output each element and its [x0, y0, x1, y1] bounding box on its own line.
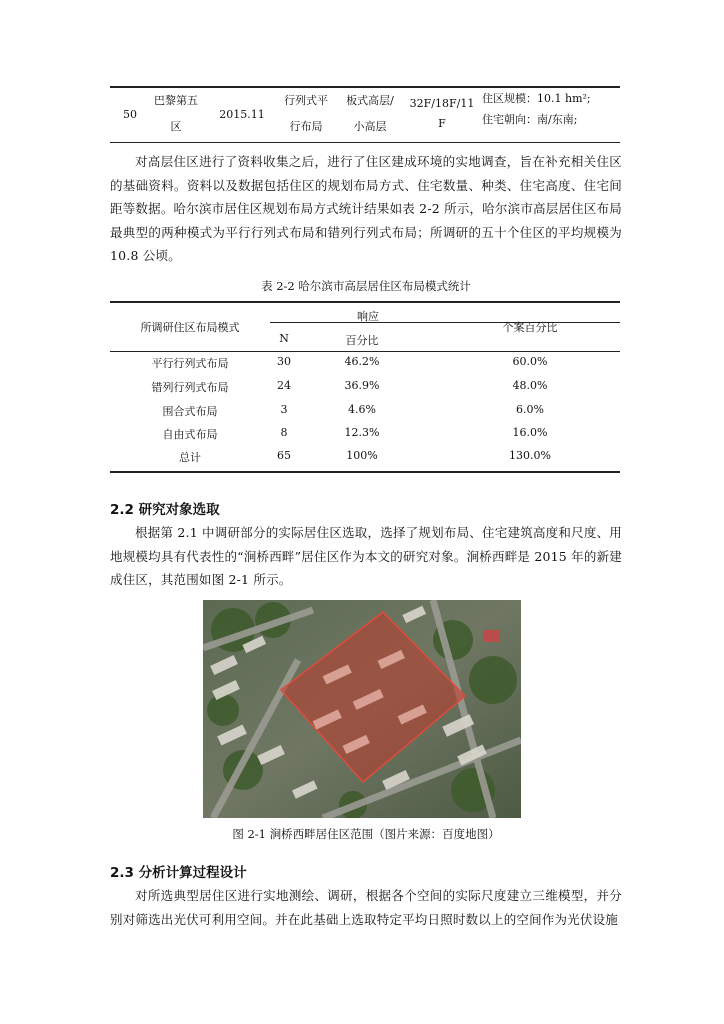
cell-percent: 46.2%: [344, 355, 380, 368]
layout-line2: 行布局: [289, 120, 323, 133]
floors-line1: 32F/18F/11: [409, 97, 475, 110]
header-rule: [110, 351, 620, 352]
cell-mode: 总计: [179, 451, 201, 464]
header-percent: 百分比: [345, 334, 379, 347]
cell-n: 30: [277, 355, 291, 368]
cell-percent: 100%: [346, 449, 378, 462]
cell-n: 3: [280, 403, 288, 416]
cell-mode: 平行行列式布局: [151, 357, 229, 370]
row-number: 50: [123, 108, 137, 121]
header-case-percent: 个案百分比: [502, 321, 558, 334]
layout-line1: 行列式平: [284, 94, 328, 107]
name-line2: 区: [170, 120, 182, 133]
body-paragraph-3: 对所选典型居住区进行实地测绘、调研，根据各个空间的实际尺度建立三维模型，并分别对筛选出光伏可利用空间。并在此基础上选取特定平均日照时数以上的空间作为光伏设施: [110, 888, 622, 927]
cell-mode: 错列行列式布局: [151, 381, 229, 394]
header-n: N: [279, 332, 289, 345]
cell-mode: 围合式布局: [162, 405, 218, 418]
type-line1: 板式高层/: [346, 94, 394, 107]
cell-percent: 4.6%: [348, 403, 376, 416]
figure-caption: 图 2-1 涧桥西畔居住区范围（图片来源：百度地图）: [232, 827, 500, 841]
cell-percent: 36.9%: [344, 379, 380, 392]
body-paragraph-1: 对高层住区进行了资料收集之后，进行了住区建成环境的实地调查，旨在补充相关住区的基础资料。资料以及数据包括住区的规划布局方式、住宅数量、种类、住宅高度、住宅间距等数据。哈尔滨市居住区规划布局方式统计结果如表 2-2 所示，哈尔滨市高层居住区布局最典型的两种模式为平行行列式布局和错列行列式布局；所调研的五十个住区的平均规模为 10.8 公顷。: [110, 154, 622, 263]
body-paragraph-2: 根据第 2.1 中调研部分的实际居住区选取，选择了规划布局、住宅建筑高度和尺度、用地规模均具有代表性的“涧桥西畔”居住区作为本文的研究对象。涧桥西畔是 2015 年的新建成住区，其范围如图 2-1 所示。: [110, 525, 622, 587]
aerial-map-image: [203, 600, 521, 818]
section-heading-2-3: 2.3 分析计算过程设计: [110, 865, 247, 881]
table-caption: 表 2-2 哈尔滨市高层居住区布局模式统计: [261, 279, 471, 293]
cell-n: 65: [277, 449, 291, 462]
header-mode: 所调研住区布局模式: [140, 321, 240, 334]
aerial-map-figure: [203, 600, 521, 818]
cell-percent: 12.3%: [344, 426, 380, 439]
survey-table-fragment: [110, 86, 620, 143]
cell-case: 6.0%: [516, 403, 544, 416]
name-line1: 巴黎第五: [154, 94, 198, 107]
cell-case: 130.0%: [509, 449, 551, 462]
house-orientation: 住宅朝向：南/东南;: [482, 113, 578, 126]
cell-mode: 自由式布局: [162, 428, 218, 441]
cell-n: 8: [280, 426, 288, 439]
cell-n: 24: [277, 379, 291, 392]
header-response: 响应: [357, 310, 379, 323]
cell-case: 60.0%: [512, 355, 548, 368]
layout-statistics-table: [110, 301, 620, 473]
floors-line2: F: [438, 117, 446, 130]
section-heading-2-2: 2.2 研究对象选取: [110, 502, 220, 518]
cell-case: 16.0%: [512, 426, 548, 439]
type-line2: 小高层: [353, 120, 387, 133]
survey-date: 2015.11: [219, 108, 265, 121]
site-scale: 住区规模：10.1 hm²;: [482, 92, 591, 105]
cell-case: 48.0%: [512, 379, 548, 392]
